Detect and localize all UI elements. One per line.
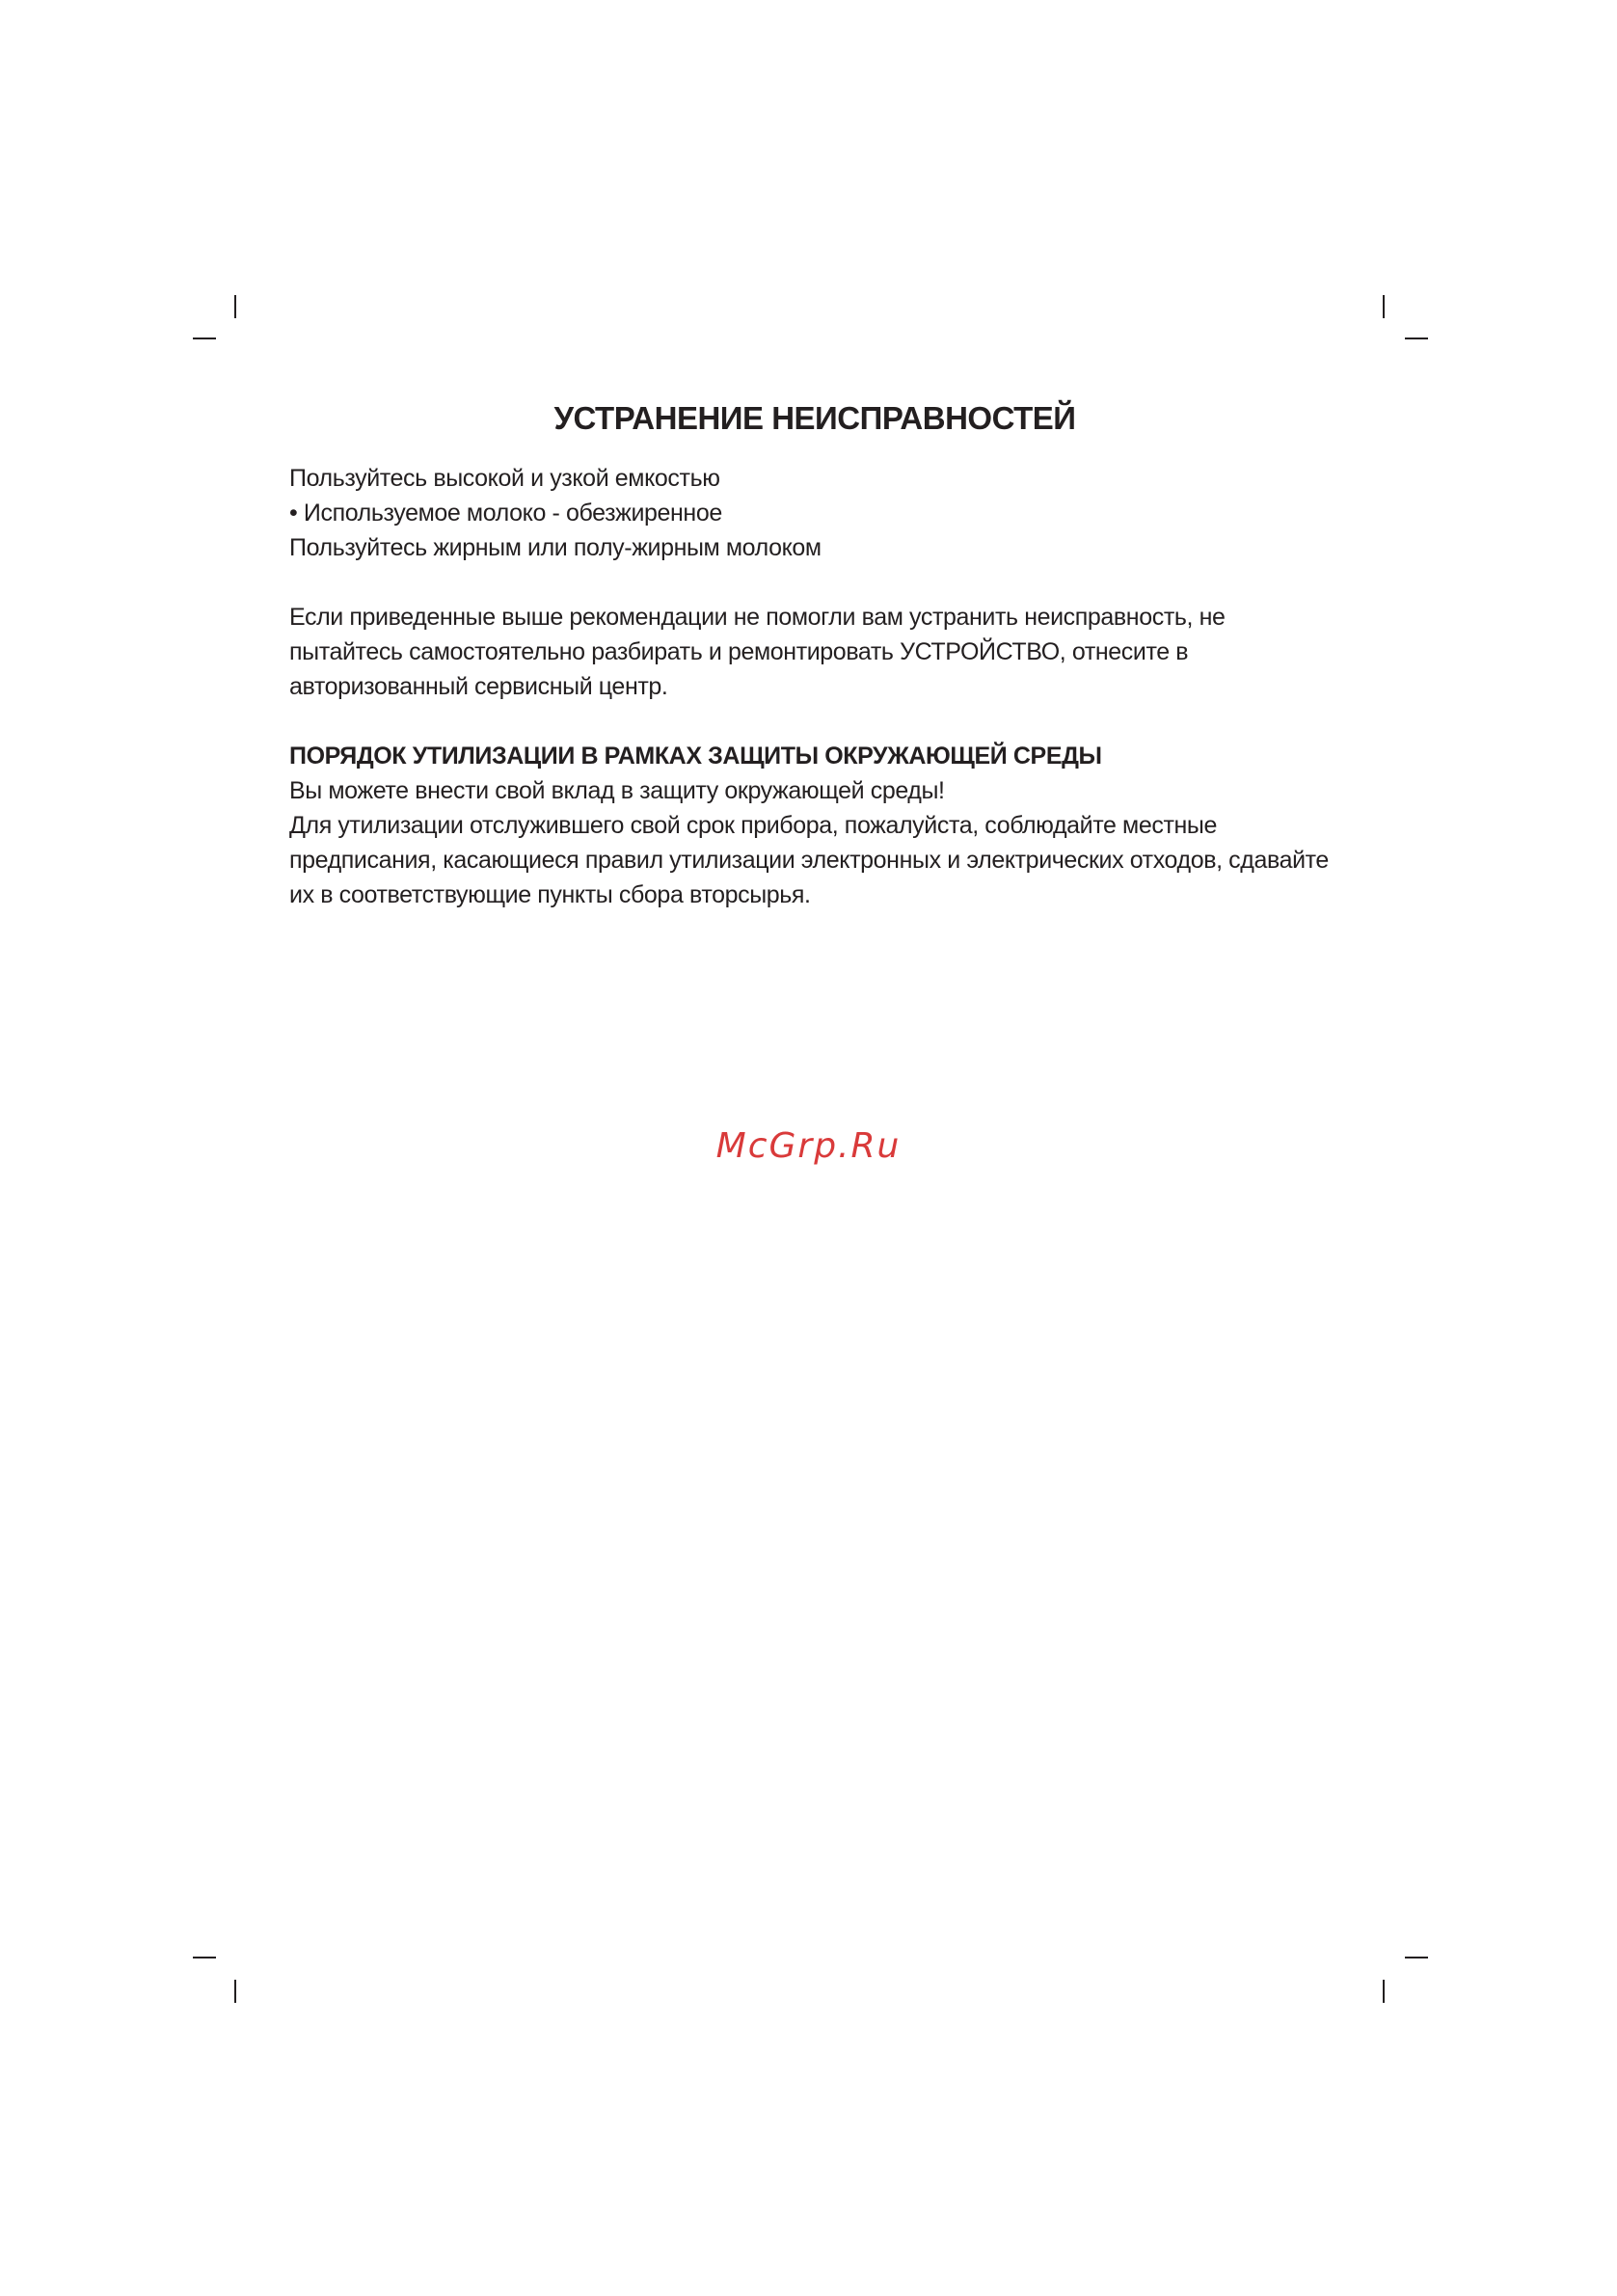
crop-mark <box>1383 1980 1385 2003</box>
crop-mark <box>234 1980 236 2003</box>
text-line: Пользуйтесь жирным или полу-жирным молоком <box>289 534 822 561</box>
service-paragraph: Если приведенные выше рекомендации не помогли вам устранить неисправность, не пытайтесь самостоятельно разбирать и ремонтировать УСТРОЙСТВО, отнесите в авторизованный сервисный центр. <box>289 604 1226 700</box>
document-body <box>289 395 1340 912</box>
disposal-paragraph: Для утилизации отслужившего свой срок прибора, пожалуйста, соблюдайте местные предписания, касающиеся правил утилизации электронных и электрических отходов, сдавайте их в соответствующие пункты сбора вторсырья. <box>289 812 1329 908</box>
crop-mark <box>1383 295 1385 318</box>
watermark: McGrp.Ru <box>715 1126 902 1166</box>
crop-mark <box>234 295 236 318</box>
text-line: Пользуйтесь высокой и узкой емкостью <box>289 465 720 492</box>
crop-mark <box>1405 1957 1428 1958</box>
crop-mark <box>193 1957 216 1958</box>
page-title: УСТРАНЕНИЕ НЕИСПРАВНОСТЕЙ <box>553 400 1076 436</box>
crop-mark <box>1405 338 1428 339</box>
crop-mark <box>193 338 216 339</box>
disposal-heading: ПОРЯДОК УТИЛИЗАЦИИ В РАМКАХ ЗАЩИТЫ ОКРУЖАЮЩЕЙ СРЕДЫ <box>289 743 1102 770</box>
disposal-intro: Вы можете внести свой вклад в защиту окружающей среды! <box>289 777 945 804</box>
bullet-item: • Используемое молоко - обезжиренное <box>289 500 722 527</box>
